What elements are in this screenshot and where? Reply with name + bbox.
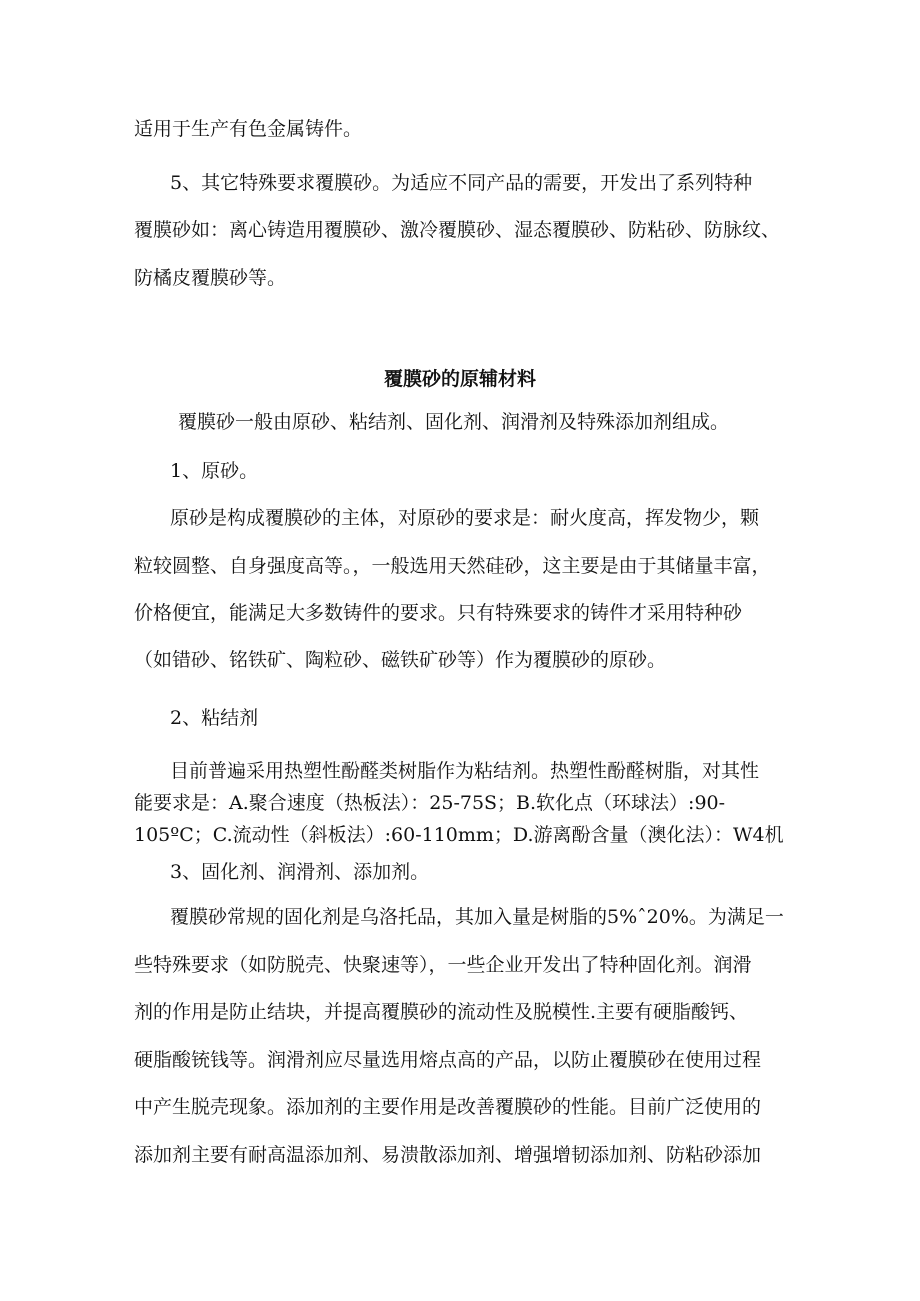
text-line: 能要求是：A.聚合速度（热板法）：25-75S；B.软化点（环球法）:90- <box>134 792 726 814</box>
text-line: 1、原砂。 <box>170 460 259 482</box>
text-line: 覆膜砂常规的固化剂是乌洛托品，其加入量是树脂的5%ˆ20%。为满足一 <box>170 906 784 928</box>
text-line: 105ºC；C.流动性（斜板法）:60-110mm；D.游离酚含量（澳化法）：W4机 <box>134 824 784 846</box>
text-line: 适用于生产有色金属铸件。 <box>134 118 363 140</box>
text-line: 粒较圆整、自身强度高等。，一般选用天然硅砂，这主要是由于其储量丰富， <box>134 555 771 577</box>
text-line: 覆膜砂一般由原砂、粘结剂、固化剂、润滑剂及特殊添加剂组成。 <box>178 411 730 433</box>
text-line: 2、粘结剂 <box>170 707 259 729</box>
text-line: 中产生脱壳现象。添加剂的主要作用是改善覆膜砂的性能。目前广泛使用的 <box>134 1096 762 1118</box>
text-line: 剂的作用是防止结块，并提高覆膜砂的流动性及脱模性.主要有硬脂酸钙、 <box>134 1001 749 1023</box>
text-line: 添加剂主要有耐高温添加剂、易溃散添加剂、增强增韧添加剂、防粘砂添加 <box>134 1144 762 1166</box>
section-heading: 覆膜砂的原辅材料 <box>383 368 536 390</box>
text-line: 硬脂酸铳钱等。润滑剂应尽量选用熔点高的产品，以防止覆膜砂在使用过程 <box>134 1049 762 1071</box>
text-line: 5、其它特殊要求覆膜砂。为适应不同产品的需要，开发出了系列特种 <box>170 172 753 194</box>
text-line: （如错砂、铭铁矿、陶粒砂、磁铁矿砂等）作为覆膜砂的原砂。 <box>134 649 667 671</box>
text-line: 价格便宜，能满足大多数铸件的要求。只有特殊要求的铸件才采用特种砂 <box>134 602 743 624</box>
text-line: 目前普遍采用热塑性酚醛类树脂作为粘结剂。热塑性酚醛树脂，对其性 <box>170 760 760 782</box>
text-line: 原砂是构成覆膜砂的主体，对原砂的要求是：耐火度高，挥发物少，颗 <box>170 507 760 529</box>
text-line: 防橘皮覆膜砂等。 <box>134 267 287 289</box>
text-line: 覆膜砂如：离心铸造用覆膜砂、激冷覆膜砂、湿态覆膜砂、防粘砂、防脉纹、 <box>134 219 781 241</box>
text-line: 3、固化剂、润滑剂、添加剂。 <box>170 861 430 883</box>
text-line: 些特殊要求（如防脱壳、快聚速等），一些企业开发出了特种固化剂。润滑 <box>134 954 752 976</box>
